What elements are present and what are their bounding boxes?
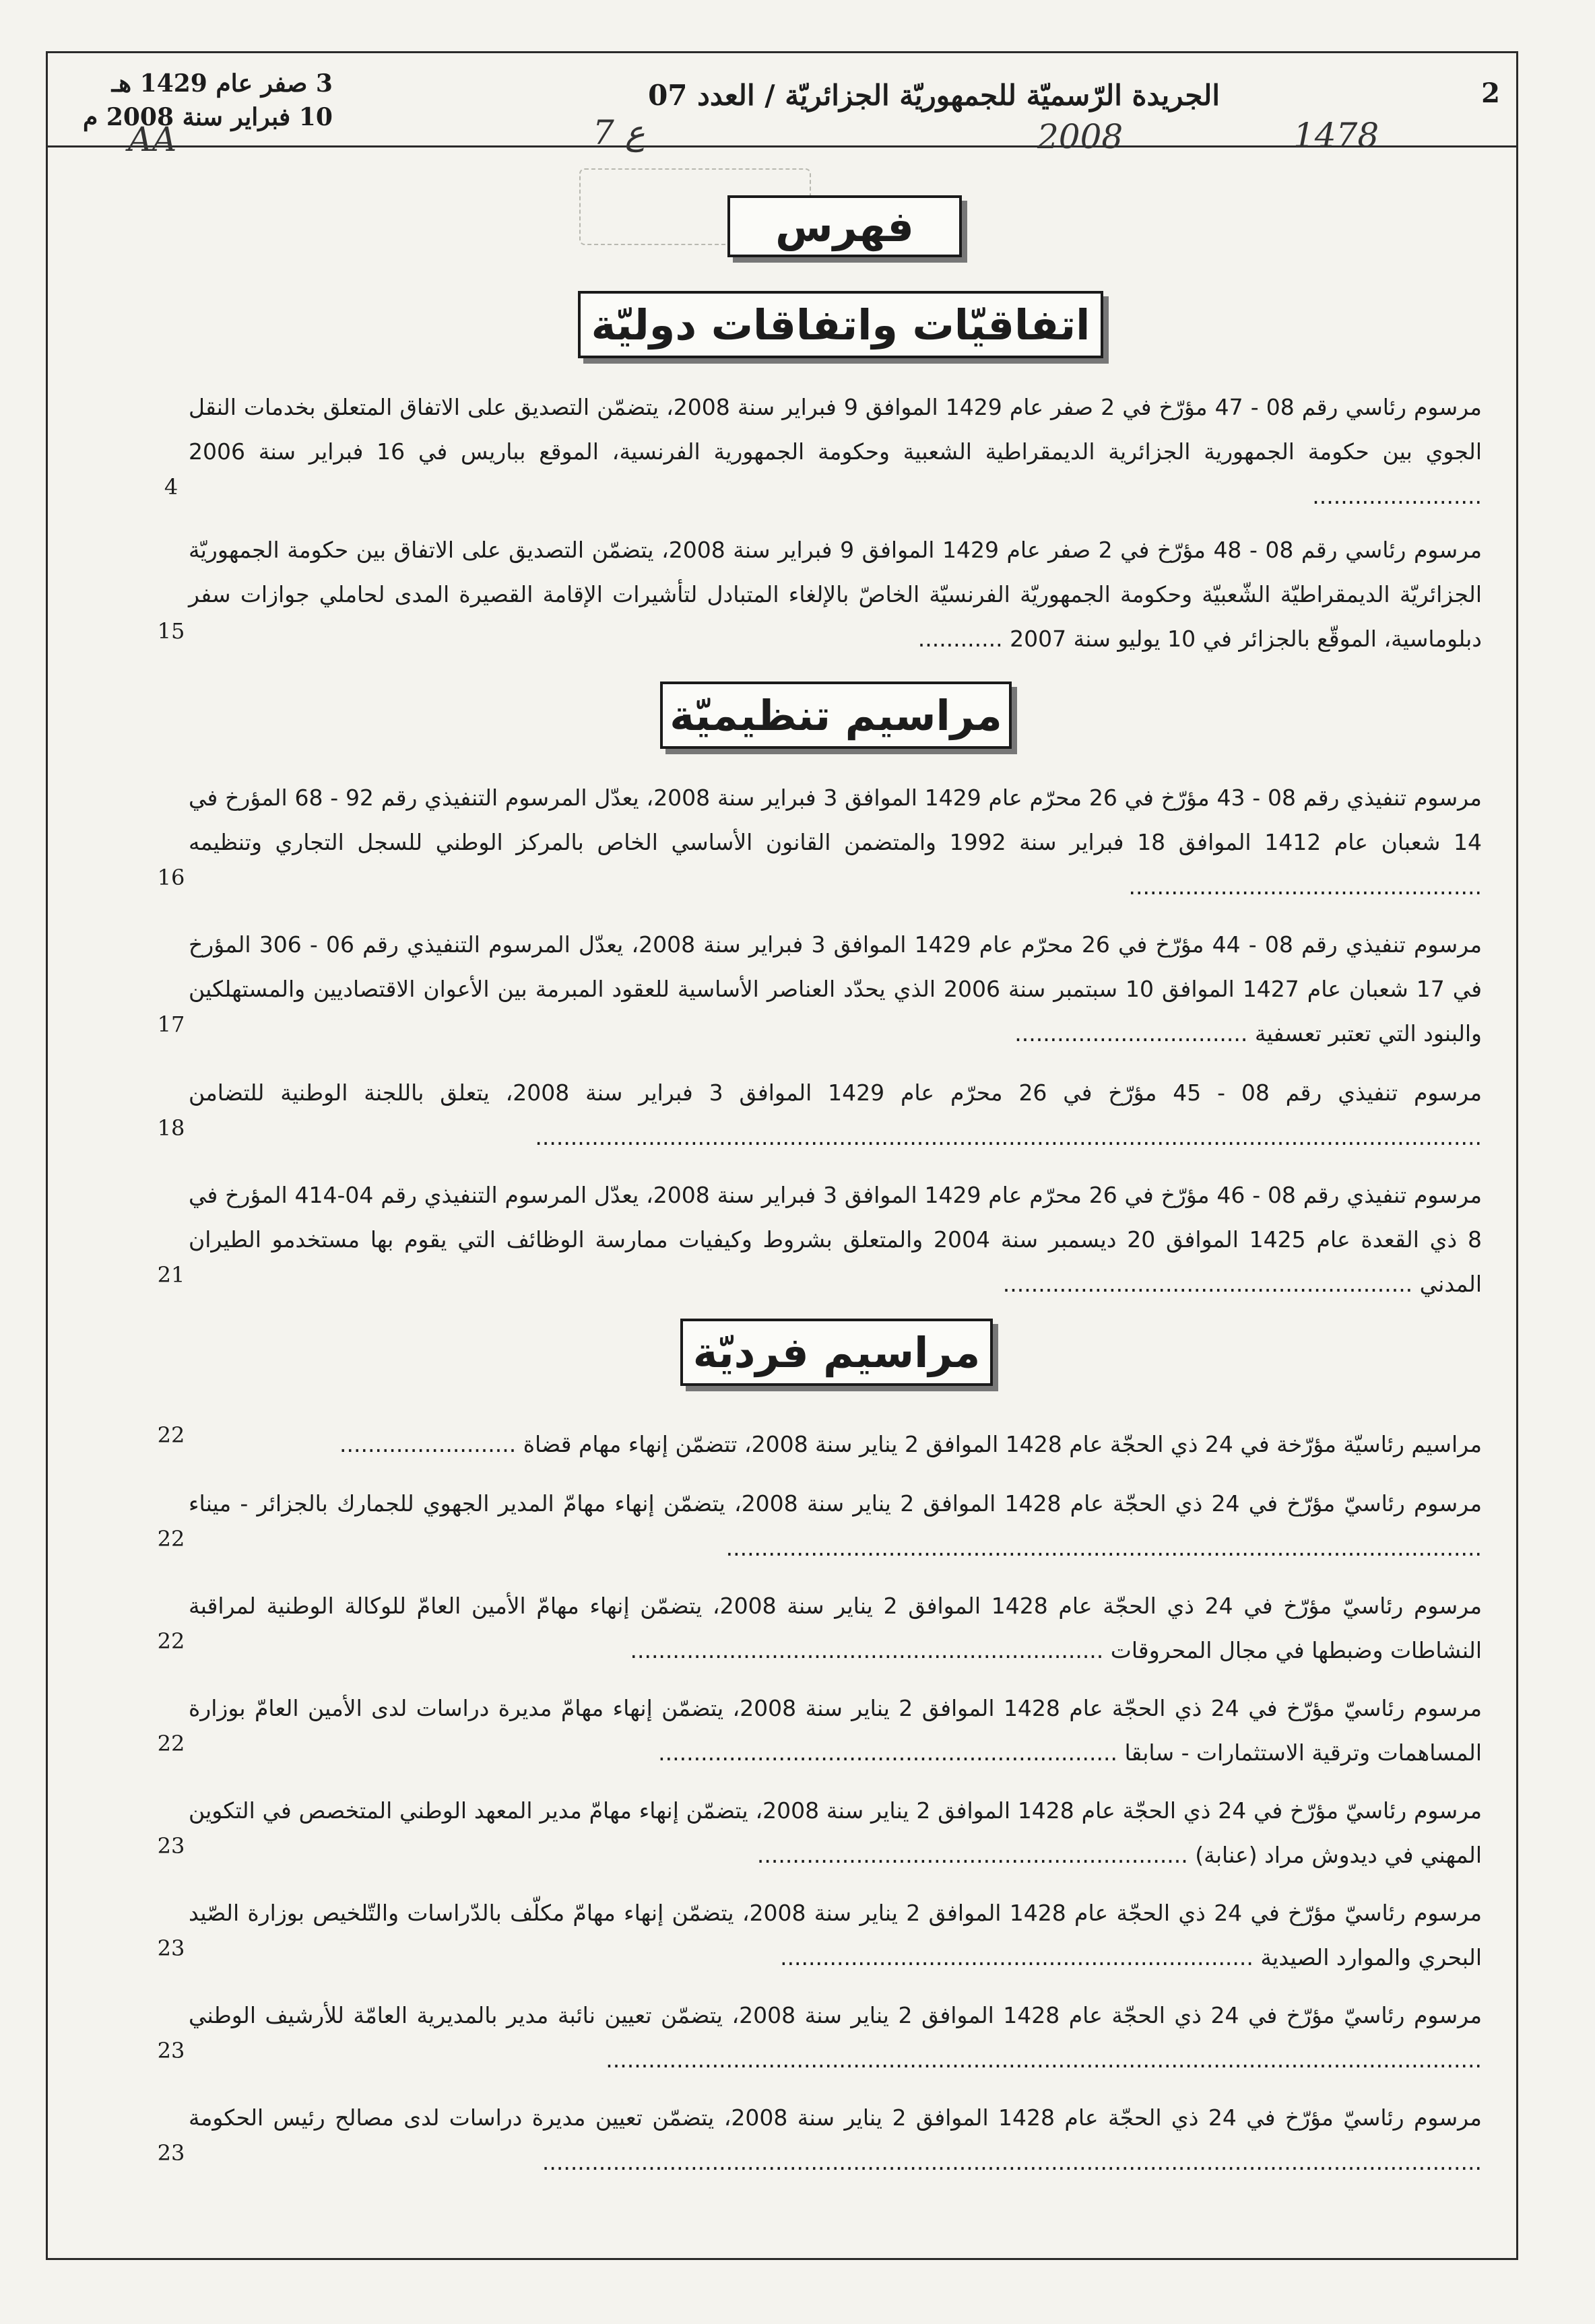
entry-text: مرسوم رئاسيّ مؤرّخ في 24 ذي الحجّة عام 1428 الموافق 2 يناير سنة 2008، يتضمّن إنهاء مهامّ مديرة دراسات لدى الأمين العامّ بوزارة المساهمات وترقية الاستثمارات - سابقا [189,1695,1483,1766]
entry-text: مرسوم رئاسيّ مؤرّخ في 24 ذي الحجّة عام 1428 الموافق 2 يناير سنة 2008، يتضمّن إنهاء مهامّ الأمين العامّ للوكالة الوطنية لمراقبة النشاطات وضبطها في مجال المحروقات [189,1593,1482,1663]
entry-page-number: 22 [157,1526,185,1552]
entry-page-number: 22 [157,1422,185,1448]
handwritten-note: 1478 [1293,116,1379,155]
section-title-regulatory-decrees: مراسيم تنظيميّة [660,682,1012,749]
entry-page-number: 15 [157,618,185,644]
toc-entry[interactable]: مرسوم رئاسيّ مؤرّخ في 24 ذي الحجّة عام 1428 الموافق 2 يناير سنة 2008، يتضمّن تعيين نائبة مدير بالمديرية العامّة للأرشيف الوطني ............................................................................................................................ [189,2002,1482,2073]
gregorian-date: 10 فبراير سنة 2008 م [83,103,333,131]
handwritten-note: 2008 [1037,117,1124,156]
issue-date [83,67,333,134]
entry-page-number: 21 [157,1262,185,1288]
entry-text: مرسوم رئاسيّ مؤرّخ في 24 ذي الحجّة عام 1428 الموافق 2 يناير سنة 2008، يتضمّن تعيين مديرة دراسات لدى مصالح رئيس الحكومة [189,2104,1482,2131]
entry-text: مرسوم تنفيذي رقم 08 - 45 مؤرّخ في 26 محرّم عام 1429 الموافق 3 فبراير سنة 2008، يتعلق باللجنة الوطنية للتضامن [189,1080,1482,1106]
toc-entry[interactable]: مرسوم رئاسيّ مؤرّخ في 24 ذي الحجّة عام 1428 الموافق 2 يناير سنة 2008، يتضمّن إنهاء مهامّ الأمين العامّ للوكالة الوطنية لمراقبة النشاطات وضبطها في مجال المحروقات ................................................................... [189,1593,1482,1663]
entry-page-number: 22 [157,1731,185,1756]
entry-text: مرسوم رئاسيّ مؤرّخ في 24 ذي الحجّة عام 1428 الموافق 2 يناير سنة 2008، يتضمّن تعيين نائبة مدير بالمديرية العامّة للأرشيف الوطني [189,2002,1482,2028]
entry-page-number: 23 [157,1935,185,1961]
page-number: 2 [1481,77,1500,109]
toc-entry[interactable]: مرسوم رئاسي رقم 08 - 47 مؤرّخ في 2 صفر عام 1429 الموافق 9 فبراير سنة 2008، يتضمّن التصديق على الاتفاق المتعلق بخدمات النقل الجوي بين حكومة الجمهورية الجزائرية الديمقراطية الشعبية وحكومة الجمهورية الفرنسية، الموقع بباريس في 16 فبراير سنة 2006 ........................ [189,394,1482,509]
toc-entry[interactable]: مرسوم رئاسيّ مؤرّخ في 24 ذي الحجّة عام 1428 الموافق 2 يناير سنة 2008، يتضمّن تعيين مديرة دراسات لدى مصالح رئيس الحكومة ..................................................................................................................................... [189,2104,1482,2175]
toc-entry[interactable]: مرسوم رئاسي رقم 08 - 48 مؤرّخ في 2 صفر عام 1429 الموافق 9 فبراير سنة 2008، يتضمّن التصديق على الاتفاق بين حكومة الجمهوريّة الجزائريّة الديمقراطيّة الشّعبيّة وحكومة الجمهوريّة الفرنسيّة الخاصّ بالإلغاء المتبادل لتأشيرات الإقامة القصيرة المدى لحاملي جوازات سفر دبلوماسية، الموقّع بالجزائر في 10 يوليو سنة 2007 ............ [189,537,1482,652]
entry-text: مراسيم رئاسيّة مؤرّخة في 24 ذي الحجّة عام 1428 الموافق 2 يناير سنة 2008، تتضمّن إنهاء مهام قضاة [523,1431,1482,1457]
entry-text: مرسوم رئاسي رقم 08 - 47 مؤرّخ في 2 صفر عام 1429 الموافق 9 فبراير سنة 2008، يتضمّن التصديق على الاتفاق المتعلق بخدمات النقل الجوي بين حكومة الجمهورية الجزائرية الديمقراطية الشعبية وحكومة الجمهورية الفرنسية، الموقع بباريس في 16 فبراير سنة 2006 [189,394,1482,465]
entry-text: مرسوم تنفيذي رقم 08 - 43 مؤرّخ في 26 محرّم عام 1429 الموافق 3 فبراير سنة 2008، يعدّل المرسوم التنفيذي رقم 92 - 68 المؤرخ في 14 شعبان عام 1412 الموافق 18 فبراير سنة 1992 والمتضمن القانون الأساسي الخاص بالمركز الوطني للسجل التجاري وتنظيمه [189,785,1483,855]
handwritten-note: 7 ع [593,113,645,152]
toc-entry[interactable]: مرسوم رئاسيّ مؤرّخ في 24 ذي الحجّة عام 1428 الموافق 2 يناير سنة 2008، يتضمّن إنهاء مهامّ مدير المعهد الوطني المتخصص في التكوين المهني في ديدوش مراد (عنابة) ............................................................. [189,1797,1483,1868]
handwritten-note: AA [128,120,177,159]
entry-text: مرسوم رئاسيّ مؤرّخ في 24 ذي الحجّة عام 1428 الموافق 2 يناير سنة 2008، يتضمّن إنهاء مهامّ مدير المعهد الوطني المتخصص في التكوين المهني في ديدوش مراد (عنابة) [189,1797,1483,1868]
toc-entry[interactable]: مرسوم تنفيذي رقم 08 - 43 مؤرّخ في 26 محرّم عام 1429 الموافق 3 فبراير سنة 2008، يعدّل المرسوم التنفيذي رقم 92 - 68 المؤرخ في 14 شعبان عام 1412 الموافق 18 فبراير سنة 1992 والمتضمن القانون الأساسي الخاص بالمركز الوطني للسجل التجاري وتنظيمه .................................................. [189,785,1483,900]
entry-text: مرسوم رئاسيّ مؤرّخ في 24 ذي الحجّة عام 1428 الموافق 2 يناير سنة 2008، يتضمّن إنهاء مهامّ المدير الجهوي للجمارك بالجزائر - ميناء [189,1490,1482,1517]
entry-page-number: 23 [157,1833,185,1859]
entry-text: مرسوم تنفيذي رقم 08 - 44 مؤرّخ في 26 محرّم عام 1429 الموافق 3 فبراير سنة 2008، يعدّل المرسوم التنفيذي رقم 06 - 306 المؤرخ في 17 شعبان عام 1427 الموافق 10 سبتمبر سنة 2006 الذي يحدّد العناصر الأساسية للعقود المبرمة بين الأعوان الاقتصاديين والمستهلكين والبنود التي تعتبر تعسفية [189,931,1483,1047]
toc-entry[interactable]: مراسيم رئاسيّة مؤرّخة في 24 ذي الحجّة عام 1428 الموافق 2 يناير سنة 2008، تتضمّن إنهاء مهام قضاة ......................... [339,1431,1482,1457]
entry-page-number: 23 [157,2140,185,2166]
entry-page-number: 17 [157,1011,185,1037]
toc-entry[interactable]: مرسوم رئاسيّ مؤرّخ في 24 ذي الحجّة عام 1428 الموافق 2 يناير سنة 2008، يتضمّن إنهاء مهامّ مكلّف بالدّراسات والتّلخيص بوزارة الصّيد البحري والموارد الصيدية ................................................................... [189,1900,1483,1970]
hijri-date: 3 صفر عام 1429 هـ [111,69,333,98]
entry-page-number: 4 [164,474,178,500]
entry-page-number: 23 [157,2038,185,2063]
entry-text: مرسوم رئاسي رقم 08 - 48 مؤرّخ في 2 صفر عام 1429 الموافق 9 فبراير سنة 2008، يتضمّن التصديق على الاتفاق بين حكومة الجمهوريّة الجزائريّة الديمقراطيّة الشّعبيّة وحكومة الجمهوريّة الفرنسيّة الخاصّ بالإلغاء المتبادل لتأشيرات الإقامة القصيرة المدى لحاملي جوازات سفر دبلوماسية، الموقّع بالجزائر في 10 يوليو سنة 2007 [189,537,1482,652]
entry-text: مرسوم رئاسيّ مؤرّخ في 24 ذي الحجّة عام 1428 الموافق 2 يناير سنة 2008، يتضمّن إنهاء مهامّ مكلّف بالدّراسات والتّلخيص بوزارة الصّيد البحري والموارد الصيدية [189,1900,1483,1970]
toc-title: فهرس [727,195,962,257]
masthead-title: الجريدة الرّسميّة للجمهوريّة الجزائريّة / العدد 07 [648,79,1220,112]
toc-entry[interactable]: مرسوم تنفيذي رقم 08 - 46 مؤرّخ في 26 محرّم عام 1429 الموافق 3 فبراير سنة 2008، يعدّل المرسوم التنفيذي رقم 04-414 المؤرخ في 8 ذي القعدة عام 1425 الموافق 20 ديسمبر سنة 2004 والمتعلق بشروط وكيفيات ممارسة الوظائف التي يقوم بها مستخدمو الطيران المدني .......................................................... [189,1182,1483,1297]
section-title-international-agreements: اتفاقيّات واتفاقات دوليّة [578,291,1103,358]
toc-entry[interactable]: مرسوم تنفيذي رقم 08 - 44 مؤرّخ في 26 محرّم عام 1429 الموافق 3 فبراير سنة 2008، يعدّل المرسوم التنفيذي رقم 06 - 306 المؤرخ في 17 شعبان عام 1427 الموافق 10 سبتمبر سنة 2006 الذي يحدّد العناصر الأساسية للعقود المبرمة بين الأعوان الاقتصاديين والمستهلكين والبنود التي تعتبر تعسفية ................................. [189,931,1483,1047]
entry-text: مرسوم تنفيذي رقم 08 - 46 مؤرّخ في 26 محرّم عام 1429 الموافق 3 فبراير سنة 2008، يعدّل المرسوم التنفيذي رقم 04-414 المؤرخ في 8 ذي القعدة عام 1425 الموافق 20 ديسمبر سنة 2004 والمتعلق بشروط وكيفيات ممارسة الوظائف التي يقوم بها مستخدمو الطيران المدني [189,1182,1483,1297]
toc-entry[interactable]: مرسوم رئاسيّ مؤرّخ في 24 ذي الحجّة عام 1428 الموافق 2 يناير سنة 2008، يتضمّن إنهاء مهامّ مديرة دراسات لدى الأمين العامّ بوزارة المساهمات وترقية الاستثمارات - سابقا ................................................................. [189,1695,1483,1766]
section-title-individual-decrees: مراسيم فرديّة [680,1319,993,1386]
entry-page-number: 16 [157,865,185,890]
toc-entry[interactable]: مرسوم رئاسيّ مؤرّخ في 24 ذي الحجّة عام 1428 الموافق 2 يناير سنة 2008، يتضمّن إنهاء مهامّ المدير الجهوي للجمارك بالجزائر - ميناء ........................................................................................................... [189,1490,1482,1561]
entry-page-number: 22 [157,1628,185,1654]
entry-page-number: 18 [157,1115,185,1141]
toc-entry[interactable]: مرسوم تنفيذي رقم 08 - 45 مؤرّخ في 26 محرّم عام 1429 الموافق 3 فبراير سنة 2008، يتعلق باللجنة الوطنية للتضامن ...................................................................................................................................... [189,1080,1482,1150]
